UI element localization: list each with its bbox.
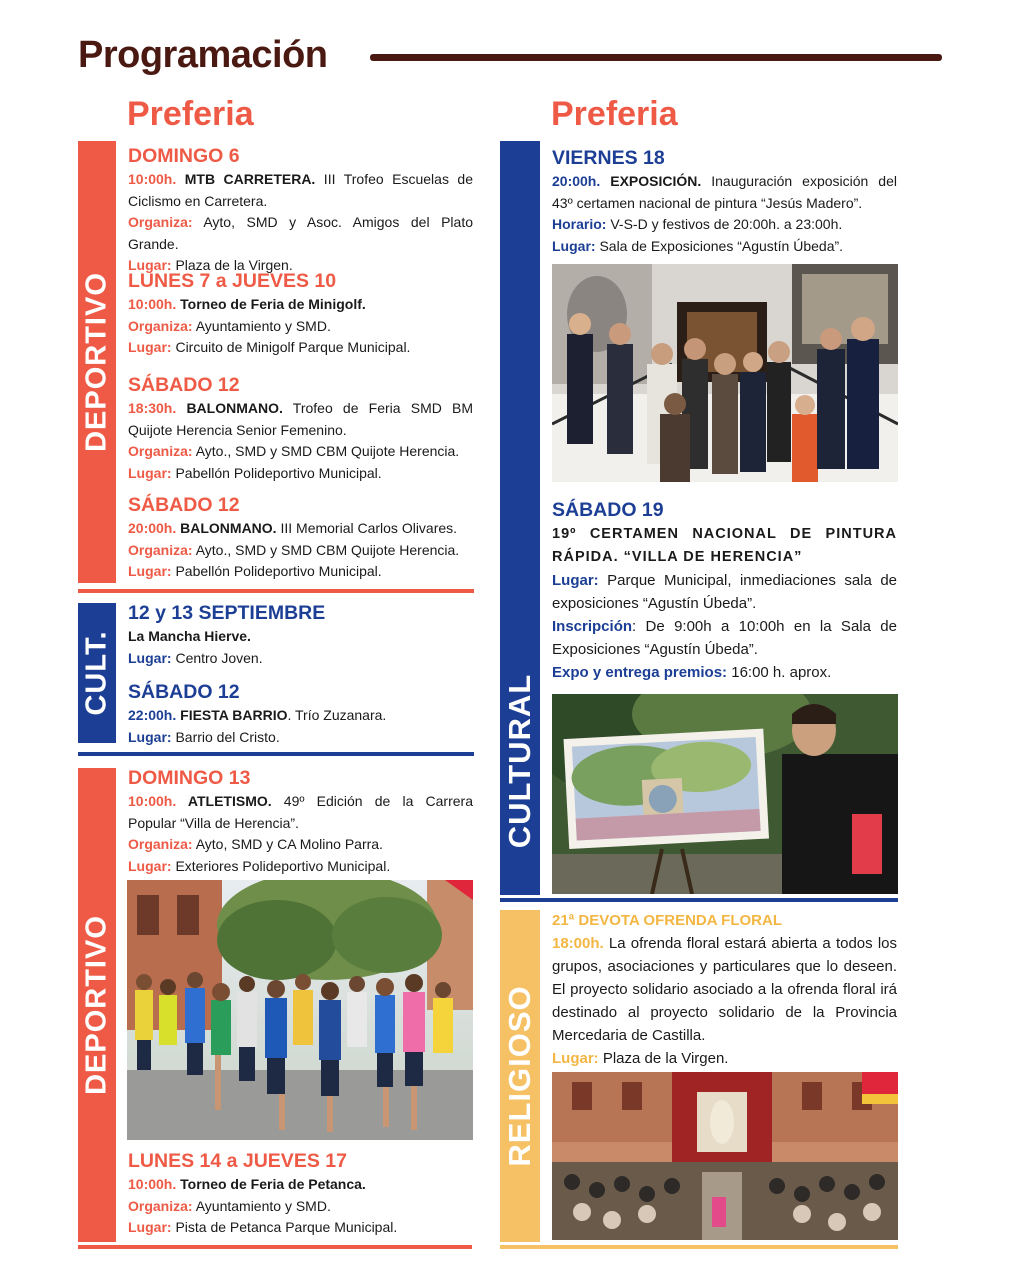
event-organizer: Organiza: Ayto., SMD y SMD CBM Quijote Herencia. — [128, 541, 460, 558]
event-desc: 20:00h. EXPOSICIÓN. Inauguración exposición del 43º certamen nacional de pintura “Jesús Madero”. — [552, 173, 897, 211]
event-septiembre-12-13 — [128, 600, 473, 669]
event-viernes-18 — [552, 145, 897, 257]
event-heading: SÁBADO 19 — [552, 499, 664, 521]
event-organizer: Organiza: Ayuntamiento y SMD. — [128, 317, 331, 334]
event-ofrenda-floral — [552, 910, 897, 1070]
event-heading: LUNES 7 a JUEVES 10 — [128, 270, 337, 292]
left-column-heading: Preferia — [127, 95, 254, 133]
event-fiesta-barrio — [128, 679, 473, 748]
event-title: 19º CERTAMEN NACIONAL DE PINTURA RÁPIDA. “VILLA DE HERENCIA” — [552, 526, 897, 565]
right-column-heading: Preferia — [551, 95, 678, 133]
event-desc: 22:00h. FIESTA BARRIO. Trío Zuzanara. — [128, 707, 387, 723]
cultural-bar-label: CULTURAL — [502, 673, 537, 849]
cultural-bar — [500, 141, 540, 895]
event-domingo-6 — [128, 143, 473, 277]
event-lunes-14 — [128, 1148, 473, 1239]
event-desc: 20:00h. BALONMANO. III Memorial Carlos Olivares. — [128, 520, 458, 536]
event-sabado-19 — [552, 497, 897, 684]
event-schedule: Horario: V-S-D y festivos de 20:00h. a 23:00h. — [552, 216, 843, 232]
event-place: Lugar: Pabellón Polideportivo Municipal. — [128, 563, 382, 579]
event-heading: DOMINGO 6 — [128, 145, 240, 167]
deportivo-bar-1-label: DEPORTIVO — [80, 272, 113, 452]
cult-bar — [78, 603, 116, 743]
painting-photo — [552, 694, 898, 894]
event-place: Lugar: Circuito de Minigolf Parque Municipal. — [128, 339, 411, 355]
event-place: Lugar: Plaza de la Virgen. — [552, 1050, 729, 1067]
deportivo-bar-2-label: DEPORTIVO — [80, 915, 113, 1095]
event-registration: Inscripción: De 9:00h a 10:00h en la Sala de Exposiciones “Agustín Úbeda”. — [552, 618, 897, 658]
exhibition-photo — [552, 264, 898, 482]
event-organizer: Organiza: Ayto, SMD y CA Molino Parra. — [128, 836, 383, 852]
event-desc: 10:00h. MTB CARRETERA. III Trofeo Escuelas de Ciclismo en Carretera. — [128, 171, 473, 209]
race-photo — [127, 880, 473, 1140]
event-place: Lugar: Pista de Petanca Parque Municipal. — [128, 1219, 398, 1235]
event-sabado-12-b — [128, 492, 473, 583]
event-heading: SÁBADO 12 — [128, 681, 240, 703]
event-organizer: Organiza: Ayuntamiento y SMD. — [128, 1197, 331, 1214]
event-heading: VIERNES 18 — [552, 147, 665, 169]
religioso-rule — [500, 1245, 898, 1249]
plaza-photo — [552, 1072, 898, 1240]
event-heading: LUNES 14 a JUEVES 17 — [128, 1150, 347, 1172]
deportivo-bar-1 — [78, 141, 116, 583]
religioso-bar-label: RELIGIOSO — [502, 985, 537, 1167]
event-organizer: Organiza: Ayto, SMD y Asoc. Amigos del Plato Grande. — [128, 214, 473, 252]
cult-bar-label: CULT. — [80, 630, 113, 716]
plaza-photo-image — [552, 1072, 898, 1240]
event-lunes-7 — [128, 268, 473, 359]
event-place: Lugar: Parque Municipal, inmediaciones sala de exposiciones “Agustín Úbeda”. — [552, 572, 897, 612]
event-heading: DOMINGO 13 — [128, 767, 251, 789]
event-place: Lugar: Plaza de la Virgen. — [128, 257, 293, 273]
deportivo-bar-2 — [78, 768, 116, 1242]
event-awards: Expo y entrega premios: 16:00 h. aprox. — [552, 664, 832, 681]
event-place: Lugar: Sala de Exposiciones “Agustín Úbeda”. — [552, 237, 844, 254]
event-place: Lugar: Centro Joven. — [128, 649, 263, 666]
event-desc: 18:30h. BALONMANO. Trofeo de Feria SMD BM Quijote Herencia Senior Femenino. — [128, 400, 474, 438]
race-photo-image — [127, 880, 473, 1140]
event-place: Lugar: Pabellón Polideportivo Municipal. — [128, 464, 382, 481]
deportivo-rule-1 — [78, 589, 474, 593]
deportivo-rule-2 — [78, 1245, 472, 1249]
painting-photo-image — [552, 694, 898, 894]
event-desc: 10:00h. Torneo de Feria de Minigolf. — [128, 296, 366, 312]
event-sabado-12-a — [128, 372, 473, 484]
religioso-bar — [500, 910, 540, 1242]
cult-rule — [78, 752, 474, 756]
event-heading: SÁBADO 12 — [128, 374, 240, 396]
event-heading: 12 y 13 SEPTIEMBRE — [128, 602, 326, 624]
event-title: La Mancha Hierve. — [128, 628, 251, 644]
event-desc: 10:00h. ATLETISMO. 49º Edición de la Carrera Popular “Villa de Herencia”. — [128, 793, 473, 831]
event-desc: 10:00h. Torneo de Feria de Petanca. — [128, 1176, 366, 1192]
event-organizer: Organiza: Ayto., SMD y SMD CBM Quijote Herencia. — [128, 443, 460, 459]
cultural-rule — [500, 898, 898, 902]
title-rule — [370, 54, 942, 61]
event-heading: SÁBADO 12 — [128, 494, 240, 516]
event-place: Lugar: Barrio del Cristo. — [128, 728, 280, 745]
event-place: Lugar: Exteriores Polideportivo Municipal. — [128, 857, 391, 874]
page-title: Programación — [78, 34, 328, 76]
exhibition-photo-image — [552, 264, 898, 482]
event-heading: 21ª DEVOTA OFRENDA FLORAL — [552, 912, 783, 929]
event-desc: 18:00h. La ofrenda floral estará abierta a todos los grupos, asociaciones y particulares que lo deseen. El proyecto solidario asociado a la ofrenda floral irá destinado al proyecto solidario de la Provincia Mercedaria de Castilla. — [552, 935, 897, 1044]
event-domingo-13 — [128, 765, 473, 877]
